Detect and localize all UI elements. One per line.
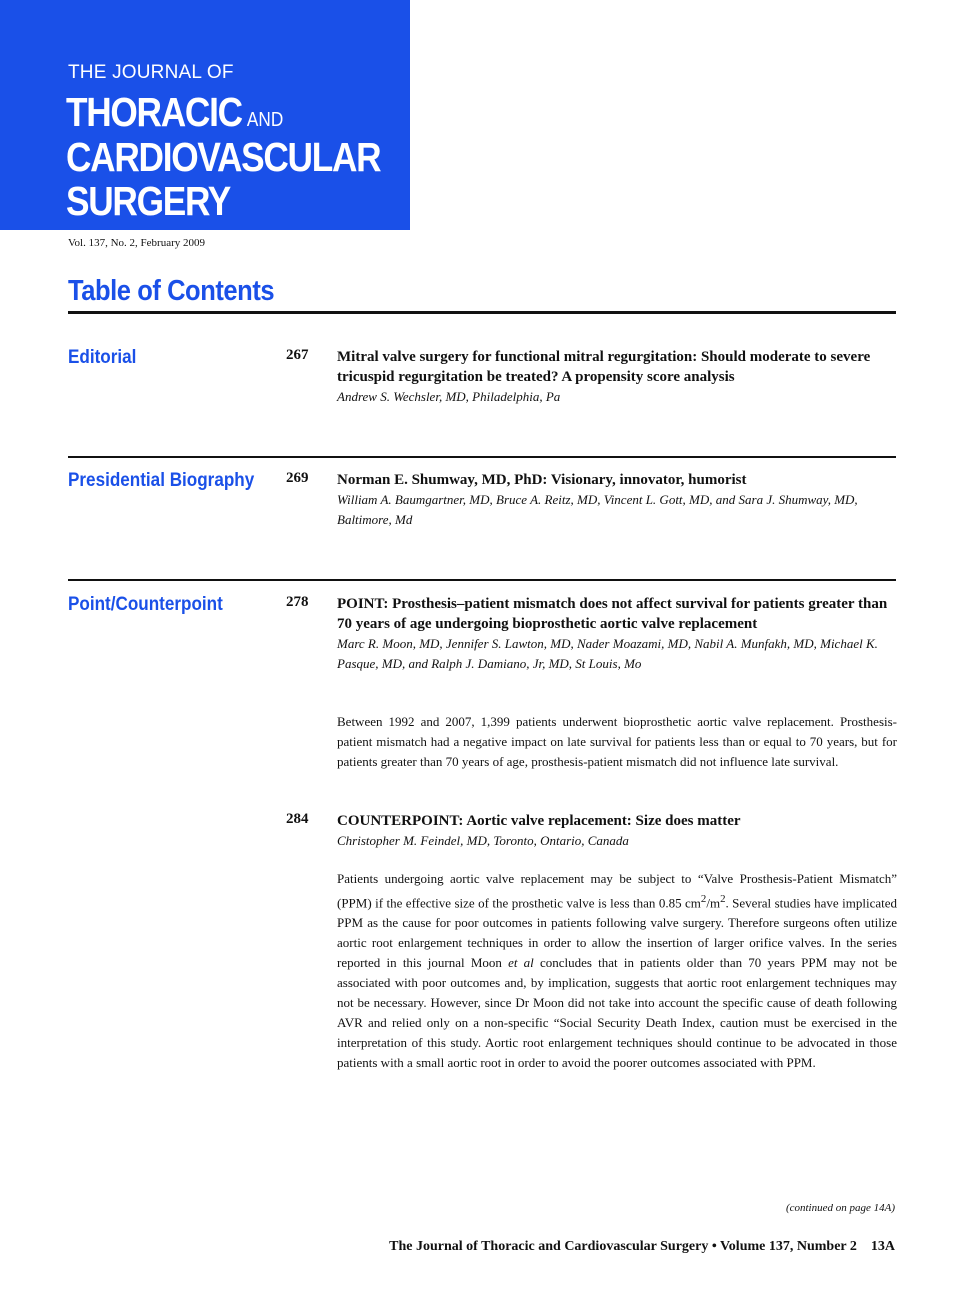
section-divider <box>68 456 896 458</box>
abstract-text: . Several studies have implicated PPM as the cause for poor outcomes in patients following valve surgery. Therefore surgeons often utilize aortic root enlargement techniques in order to allow the insertion of larger orifice valves. In the series reported in this journal Moon <box>337 895 897 971</box>
section-label-editorial[interactable]: Editorial <box>68 347 137 368</box>
article-entry-presidential-biography <box>337 470 897 530</box>
abstract-superscript: 2 <box>700 893 707 905</box>
journal-masthead <box>0 0 410 230</box>
section-divider <box>68 579 896 581</box>
page-number: 278 <box>286 594 309 610</box>
page-number: 269 <box>286 470 309 486</box>
article-entry-point <box>337 594 897 674</box>
article-title[interactable]: Norman E. Shumway, MD, PhD: Visionary, innovator, humorist <box>337 472 747 488</box>
title-rule <box>68 311 896 314</box>
continued-note: (continued on page 14A) <box>785 1202 895 1214</box>
table-of-contents-title: Table of Contents <box>68 275 275 307</box>
page-number: 267 <box>286 347 309 363</box>
page-number: 284 <box>286 811 309 827</box>
article-entry-editorial <box>337 347 897 407</box>
page-footer: The Journal of Thoracic and Cardiovascular Surgery • Volume 137, Number 2 13A <box>389 1239 895 1254</box>
article-authors: Christopher M. Feindel, MD, Toronto, Ontario, Canada <box>337 833 629 848</box>
article-abstract <box>337 869 897 1073</box>
abstract-superscript: 2 <box>720 893 726 905</box>
article-authors: William A. Baumgartner, MD, Bruce A. Reitz, MD, Vincent L. Gott, MD, and Sara J. Shumway, MD, Baltimore, Md <box>337 492 858 527</box>
article-title[interactable]: POINT: Prosthesis–patient mismatch does not affect survival for patients greater than 70 years of age undergoing bioprosthetic aortic valve replacement <box>337 596 888 632</box>
article-title[interactable]: Mitral valve surgery for functional mitral regurgitation: Should moderate to severe tricuspid regurgitation be treated? A propensity score analysis <box>337 349 871 385</box>
article-entry-counterpoint <box>337 811 897 851</box>
article-authors: Andrew S. Wechsler, MD, Philadelphia, Pa <box>337 389 561 404</box>
article-abstract: Between 1992 and 2007, 1,399 patients underwent bioprosthetic aortic valve replacement. Prosthesis-patient mismatch had a negative impact on late survival for patients less than or equal to 70 years, but for patients greater than 70 years of age, prosthesis-patient mismatch did not influence late survival. <box>337 714 897 769</box>
section-label-point-counterpoint[interactable]: Point/Counterpoint <box>68 594 223 615</box>
abstract-text: concludes that in patients older than 70 years PPM may not be associated with poor outcomes and, by implication, suggests that aortic root enlargement techniques may not be necessary. However, since Dr Moon did not take into account the specific cause of death following AVR and relied only on a non-specific “Social Security Death Index, caution must be exercised in the interpretation of this study. Aortic root enlargement techniques should continue to be advocated in those patients with a small aortic root in order to avoid the poorer outcomes associated with PPM. <box>337 955 898 1071</box>
masthead-line-cardiovascular: CARDIOVASCULAR <box>66 134 381 180</box>
volume-info: Vol. 137, No. 2, February 2009 <box>68 237 205 249</box>
masthead-line-surgery: SURGERY <box>66 178 231 224</box>
masthead-thoracic: THORACIC <box>66 89 242 135</box>
abstract-italic-text: et al <box>508 955 534 971</box>
masthead-line-journal-of: THE JOURNAL OF <box>68 62 234 83</box>
abstract-text: Patients undergoing aortic valve replacement may be subject to “Valve Prosthesis-Patient Mismatch” (PPM) if the effective size of the prosthetic valve is less than 0.85 cm <box>337 871 897 911</box>
article-authors: Marc R. Moon, MD, Jennifer S. Lawton, MD, Nader Moazami, MD, Nabil A. Munfakh, MD, Michael K. Pasque, MD, and Ralph J. Damiano, Jr, MD, St Louis, Mo <box>337 636 878 671</box>
article-title[interactable]: COUNTERPOINT: Aortic valve replacement: Size does matter <box>337 813 741 829</box>
masthead-and: AND <box>246 109 284 131</box>
abstract-text: /m <box>706 895 721 911</box>
masthead-line-thoracic <box>66 89 284 135</box>
section-label-presidential-biography[interactable]: Presidential Biography <box>68 470 255 491</box>
